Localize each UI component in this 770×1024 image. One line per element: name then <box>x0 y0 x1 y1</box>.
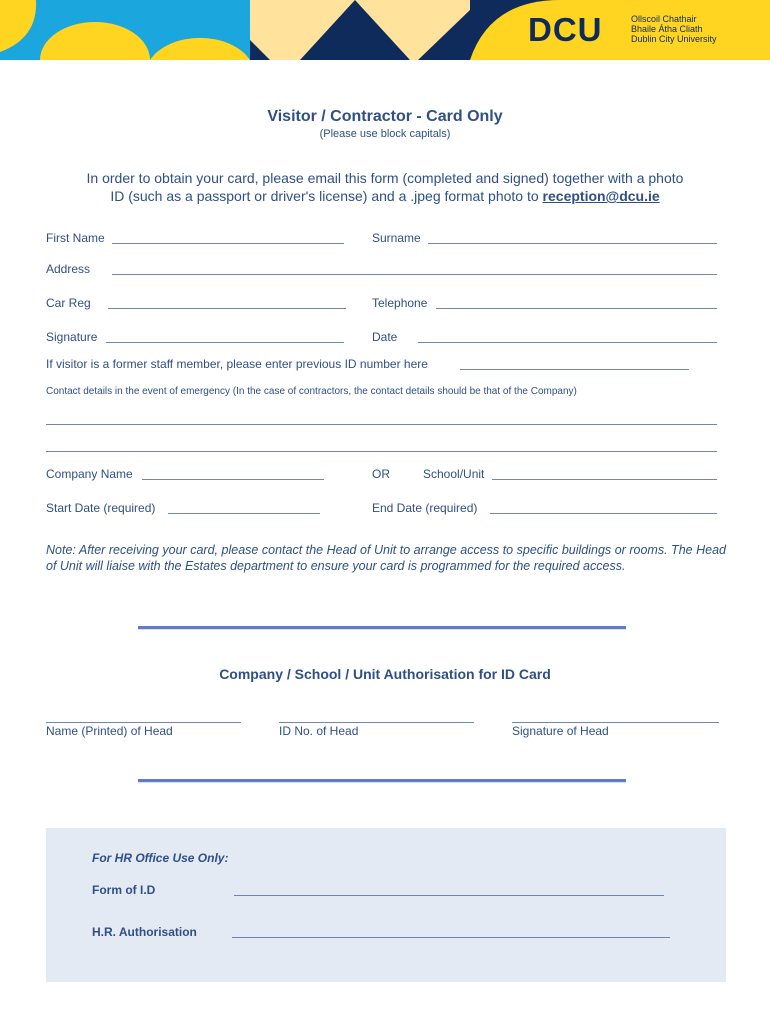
or-label: OR <box>372 467 390 481</box>
emergency-label: Contact details in the event of emergency (In the case of contractors, the contact details should be that of the Company) <box>46 386 577 397</box>
start-date-field[interactable] <box>168 513 320 514</box>
head-id-label: ID No. of Head <box>279 724 359 738</box>
date-label: Date <box>372 330 398 344</box>
head-signature-field[interactable] <box>512 722 719 723</box>
hr-authorisation-field[interactable] <box>232 937 670 938</box>
access-note: Note: After receiving your card, please contact the Head of Unit to arrange access to specific buildings or rooms. The Head of Unit will liaise with the Estates department to ensure your card is programmed for the required access. <box>46 543 726 573</box>
car-reg-label: Car Reg <box>46 296 91 310</box>
start-date-label: Start Date (required) <box>46 501 156 515</box>
date-field[interactable] <box>418 342 717 343</box>
former-staff-label: If visitor is a former staff member, please enter previous ID number here <box>46 357 428 371</box>
section-divider-2 <box>138 779 626 782</box>
surname-field[interactable] <box>428 243 717 244</box>
end-date-label: End Date (required) <box>372 501 478 515</box>
intro-line-2: ID (such as a passport or driver's license) and a .jpeg format photo to reception@dcu.ie <box>110 188 660 204</box>
form-title: Visitor / Contractor - Card Only <box>267 108 503 125</box>
company-name-label: Company Name <box>46 467 133 481</box>
school-unit-field[interactable] <box>492 479 717 480</box>
signature-field[interactable] <box>106 342 344 343</box>
former-staff-id-field[interactable] <box>460 369 689 370</box>
head-name-field[interactable] <box>46 722 241 723</box>
telephone-label: Telephone <box>372 296 428 310</box>
head-id-field[interactable] <box>279 722 474 723</box>
head-name-label: Name (Printed) of Head <box>46 724 173 738</box>
address-label: Address <box>46 262 91 276</box>
first-name-label: First Name <box>46 231 105 245</box>
logo-mark: DCU <box>528 11 603 48</box>
head-signature-label: Signature of Head <box>512 724 609 738</box>
surname-label: Surname <box>372 231 421 245</box>
emergency-field-1[interactable] <box>46 424 717 425</box>
hr-authorisation-label: H.R. Authorisation <box>92 925 197 939</box>
hr-office-box <box>46 828 726 982</box>
company-name-field[interactable] <box>142 479 324 480</box>
address-field[interactable] <box>112 274 717 275</box>
end-date-field[interactable] <box>490 513 717 514</box>
form-subtitle: (Please use block capitals) <box>319 128 451 140</box>
emergency-field-2[interactable] <box>46 451 717 452</box>
telephone-field[interactable] <box>436 308 717 309</box>
logo-subtitle: Ollscoil Chathair Bhaile Átha Cliath Dublin City University <box>631 14 717 44</box>
hr-office-heading: For HR Office Use Only: <box>92 851 229 865</box>
authorisation-title: Company / School / Unit Authorisation for ID Card <box>219 666 551 682</box>
first-name-field[interactable] <box>112 243 344 244</box>
form-of-id-label: Form of I.D <box>92 883 156 897</box>
email-link[interactable]: reception@dcu.ie <box>542 188 660 204</box>
section-divider-1 <box>138 626 626 629</box>
intro-line-1: In order to obtain your card, please email this form (completed and signed) together with a photo <box>86 170 684 186</box>
form-of-id-field[interactable] <box>234 895 664 896</box>
signature-label: Signature <box>46 330 98 344</box>
car-reg-field[interactable] <box>108 308 346 309</box>
school-unit-label: School/Unit <box>423 467 485 481</box>
